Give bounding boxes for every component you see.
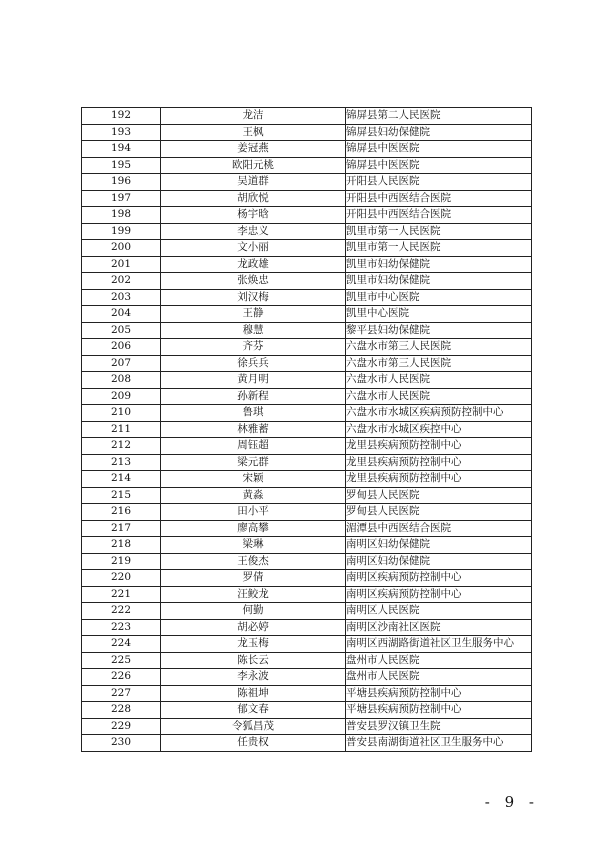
name-cell: 张焕忠 bbox=[161, 273, 346, 290]
unit-cell: 六盘水市人民医院 bbox=[346, 388, 532, 405]
unit-cell: 龙里县疾病预防控制中心 bbox=[346, 471, 532, 488]
name-cell: 周钰超 bbox=[161, 438, 346, 455]
row-number-cell: 200 bbox=[82, 240, 161, 257]
row-number-cell: 193 bbox=[82, 124, 161, 141]
name-cell: 陈祖坤 bbox=[161, 685, 346, 702]
table-row bbox=[82, 537, 532, 554]
name-cell: 黄淼 bbox=[161, 487, 346, 504]
name-cell: 廖高攀 bbox=[161, 520, 346, 537]
name-cell: 李忠义 bbox=[161, 223, 346, 240]
table-row bbox=[82, 240, 532, 257]
row-number-cell: 204 bbox=[82, 306, 161, 323]
unit-cell: 湄潭县中西医结合医院 bbox=[346, 520, 532, 537]
name-cell: 林雅蓄 bbox=[161, 421, 346, 438]
table-row bbox=[82, 652, 532, 669]
table-row bbox=[82, 570, 532, 587]
table-row bbox=[82, 322, 532, 339]
row-number-cell: 221 bbox=[82, 586, 161, 603]
table-row bbox=[82, 339, 532, 356]
row-number-cell: 201 bbox=[82, 256, 161, 273]
name-cell: 何勤 bbox=[161, 603, 346, 620]
unit-cell: 六盘水市第三人民医院 bbox=[346, 339, 532, 356]
row-number-cell: 225 bbox=[82, 652, 161, 669]
table-row bbox=[82, 273, 532, 290]
table-row bbox=[82, 256, 532, 273]
unit-cell: 南明区西湖路街道社区卫生服务中心 bbox=[346, 636, 532, 653]
name-cell: 王俊杰 bbox=[161, 553, 346, 570]
row-number-cell: 214 bbox=[82, 471, 161, 488]
table-row bbox=[82, 603, 532, 620]
row-number-cell: 202 bbox=[82, 273, 161, 290]
table-row bbox=[82, 388, 532, 405]
unit-cell: 南明区人民医院 bbox=[346, 603, 532, 620]
unit-cell: 盘州市人民医院 bbox=[346, 669, 532, 686]
row-number-cell: 197 bbox=[82, 190, 161, 207]
table-row bbox=[82, 190, 532, 207]
unit-cell: 锦屏县第二人民医院 bbox=[346, 108, 532, 125]
name-cell: 文小丽 bbox=[161, 240, 346, 257]
unit-cell: 普安县南湖街道社区卫生服务中心 bbox=[346, 735, 532, 752]
name-cell: 姜冠燕 bbox=[161, 141, 346, 158]
row-number-cell: 222 bbox=[82, 603, 161, 620]
name-cell: 令狐昌茂 bbox=[161, 718, 346, 735]
row-number-cell: 218 bbox=[82, 537, 161, 554]
name-cell: 胡必婷 bbox=[161, 619, 346, 636]
unit-cell: 龙里县疾病预防控制中心 bbox=[346, 438, 532, 455]
unit-cell: 南明区妇幼保健院 bbox=[346, 537, 532, 554]
table-row bbox=[82, 174, 532, 191]
unit-cell: 六盘水市水城区疾控中心 bbox=[346, 421, 532, 438]
name-cell: 任贵权 bbox=[161, 735, 346, 752]
roster-table-body bbox=[82, 108, 532, 752]
unit-cell: 南明区疾病预防控制中心 bbox=[346, 570, 532, 587]
unit-cell: 六盘水市人民医院 bbox=[346, 372, 532, 389]
name-cell: 汪鲛龙 bbox=[161, 586, 346, 603]
row-number-cell: 199 bbox=[82, 223, 161, 240]
table-row bbox=[82, 405, 532, 422]
unit-cell: 锦屏县中医医院 bbox=[346, 157, 532, 174]
row-number-cell: 210 bbox=[82, 405, 161, 422]
row-number-cell: 212 bbox=[82, 438, 161, 455]
row-number-cell: 227 bbox=[82, 685, 161, 702]
name-cell: 罗倩 bbox=[161, 570, 346, 587]
name-cell: 欧阳元桃 bbox=[161, 157, 346, 174]
name-cell: 龙洁 bbox=[161, 108, 346, 125]
table-row bbox=[82, 207, 532, 224]
unit-cell: 凯里市妇幼保健院 bbox=[346, 273, 532, 290]
name-cell: 穆慧 bbox=[161, 322, 346, 339]
name-cell: 刘汉梅 bbox=[161, 289, 346, 306]
unit-cell: 锦屏县妇幼保健院 bbox=[346, 124, 532, 141]
table-row bbox=[82, 471, 532, 488]
unit-cell: 凯里中心医院 bbox=[346, 306, 532, 323]
name-cell: 徐兵兵 bbox=[161, 355, 346, 372]
unit-cell: 六盘水市水城区疾病预防控制中心 bbox=[346, 405, 532, 422]
row-number-cell: 219 bbox=[82, 553, 161, 570]
table-row bbox=[82, 636, 532, 653]
table-row bbox=[82, 586, 532, 603]
table-row bbox=[82, 685, 532, 702]
name-cell: 齐芬 bbox=[161, 339, 346, 356]
name-cell: 陈长云 bbox=[161, 652, 346, 669]
row-number-cell: 223 bbox=[82, 619, 161, 636]
row-number-cell: 226 bbox=[82, 669, 161, 686]
name-cell: 鲁琪 bbox=[161, 405, 346, 422]
row-number-cell: 205 bbox=[82, 322, 161, 339]
page-number: - 9 - bbox=[484, 793, 539, 811]
name-cell: 郁文春 bbox=[161, 702, 346, 719]
table-row bbox=[82, 289, 532, 306]
table-row bbox=[82, 619, 532, 636]
table-row bbox=[82, 372, 532, 389]
row-number-cell: 230 bbox=[82, 735, 161, 752]
unit-cell: 开阳县中西医结合医院 bbox=[346, 190, 532, 207]
unit-cell: 开阳县中西医结合医院 bbox=[346, 207, 532, 224]
row-number-cell: 209 bbox=[82, 388, 161, 405]
table-row bbox=[82, 553, 532, 570]
row-number-cell: 207 bbox=[82, 355, 161, 372]
row-number-cell: 195 bbox=[82, 157, 161, 174]
unit-cell: 南明区妇幼保健院 bbox=[346, 553, 532, 570]
name-cell: 孙新程 bbox=[161, 388, 346, 405]
unit-cell: 南明区沙南社区医院 bbox=[346, 619, 532, 636]
unit-cell: 龙里县疾病预防控制中心 bbox=[346, 454, 532, 471]
name-cell: 王枫 bbox=[161, 124, 346, 141]
unit-cell: 南明区疾病预防控制中心 bbox=[346, 586, 532, 603]
table-row bbox=[82, 141, 532, 158]
unit-cell: 罗甸县人民医院 bbox=[346, 487, 532, 504]
row-number-cell: 203 bbox=[82, 289, 161, 306]
table-row bbox=[82, 735, 532, 752]
unit-cell: 六盘水市第三人民医院 bbox=[346, 355, 532, 372]
row-number-cell: 216 bbox=[82, 504, 161, 521]
table-row bbox=[82, 421, 532, 438]
unit-cell: 黎平县妇幼保健院 bbox=[346, 322, 532, 339]
row-number-cell: 215 bbox=[82, 487, 161, 504]
name-cell: 王静 bbox=[161, 306, 346, 323]
row-number-cell: 217 bbox=[82, 520, 161, 537]
table-row bbox=[82, 718, 532, 735]
name-cell: 梁琳 bbox=[161, 537, 346, 554]
row-number-cell: 198 bbox=[82, 207, 161, 224]
unit-cell: 锦屏县中医医院 bbox=[346, 141, 532, 158]
name-cell: 杨宇晗 bbox=[161, 207, 346, 224]
row-number-cell: 196 bbox=[82, 174, 161, 191]
unit-cell: 开阳县人民医院 bbox=[346, 174, 532, 191]
table-row bbox=[82, 223, 532, 240]
name-cell: 宋颖 bbox=[161, 471, 346, 488]
row-number-cell: 213 bbox=[82, 454, 161, 471]
row-number-cell: 208 bbox=[82, 372, 161, 389]
table-row bbox=[82, 157, 532, 174]
table-row bbox=[82, 438, 532, 455]
unit-cell: 凯里市妇幼保健院 bbox=[346, 256, 532, 273]
table-row bbox=[82, 702, 532, 719]
unit-cell: 盘州市人民医院 bbox=[346, 652, 532, 669]
row-number-cell: 228 bbox=[82, 702, 161, 719]
name-cell: 李永波 bbox=[161, 669, 346, 686]
table-row bbox=[82, 520, 532, 537]
unit-cell: 普安县罗汉镇卫生院 bbox=[346, 718, 532, 735]
name-cell: 胡欣悦 bbox=[161, 190, 346, 207]
table-row bbox=[82, 487, 532, 504]
name-cell: 黄月明 bbox=[161, 372, 346, 389]
row-number-cell: 224 bbox=[82, 636, 161, 653]
unit-cell: 凯里市中心医院 bbox=[346, 289, 532, 306]
row-number-cell: 229 bbox=[82, 718, 161, 735]
unit-cell: 凯里市第一人民医院 bbox=[346, 223, 532, 240]
unit-cell: 平塘县疾病预防控制中心 bbox=[346, 702, 532, 719]
name-cell: 田小平 bbox=[161, 504, 346, 521]
row-number-cell: 220 bbox=[82, 570, 161, 587]
name-cell: 梁元群 bbox=[161, 454, 346, 471]
name-cell: 吴道群 bbox=[161, 174, 346, 191]
table-row bbox=[82, 669, 532, 686]
table-row bbox=[82, 108, 532, 125]
table-row bbox=[82, 504, 532, 521]
unit-cell: 罗甸县人民医院 bbox=[346, 504, 532, 521]
row-number-cell: 211 bbox=[82, 421, 161, 438]
name-cell: 龙政雄 bbox=[161, 256, 346, 273]
unit-cell: 平塘县疾病预防控制中心 bbox=[346, 685, 532, 702]
unit-cell: 凯里市第一人民医院 bbox=[346, 240, 532, 257]
roster-table bbox=[81, 107, 532, 752]
row-number-cell: 194 bbox=[82, 141, 161, 158]
table-row bbox=[82, 355, 532, 372]
name-cell: 龙玉梅 bbox=[161, 636, 346, 653]
row-number-cell: 206 bbox=[82, 339, 161, 356]
table-row bbox=[82, 454, 532, 471]
table-row bbox=[82, 306, 532, 323]
row-number-cell: 192 bbox=[82, 108, 161, 125]
table-row bbox=[82, 124, 532, 141]
